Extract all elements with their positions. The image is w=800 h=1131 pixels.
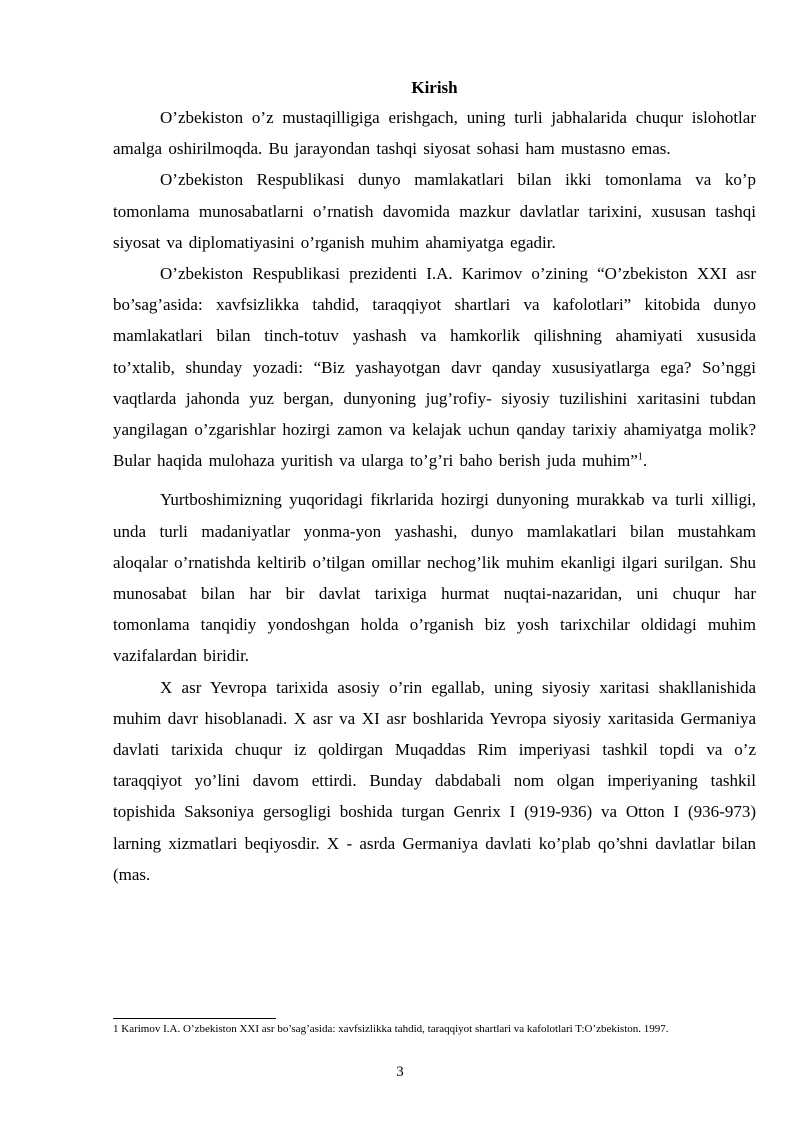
footnote-divider — [113, 1018, 276, 1019]
paragraph-5: X asr Yevropa tarixida asosiy o’rin egallab, uning siyosiy xaritasi shakllanishida muhim davr hisoblanadi. X asr va XI asr boshlarida Yevropa siyosiy xaritasida Germaniya davlati tarixida chuqur iz qoldirgan Muqaddas Rim imperiyasi tashkil topdi va o’z taraqqiyot yo’lini davom ettirdi. Bunday dabdabali nom olgan imperiyaning tashkil topishida Saksoniya gersogligi boshida turgan Genrix I (919-936) va Otton I (936-973) larning xizmatlari beqiyosdir. X - asrda Germaniya davlati ko’plab qo’shni davlatlar bilan (mas. — [113, 677, 756, 884]
footnote-reference: 1 — [637, 451, 643, 463]
page-number: 3 — [396, 1064, 404, 1080]
paragraph-3 — [113, 258, 756, 476]
page-title: Kirish — [411, 78, 458, 97]
paragraph-4: Yurtboshimizning yuqoridagi fikrlarida hozirgi dunyoning murakkab va turli xilligi, unda turli madaniyatlar yonma-yon yashashi, dunyo mamlakatlari bilan mustahkam aloqalar o’rnatishda keltirib o’tilgan omillar nechog’lik muhim ekanligi ilgari surilgan. Shu munosabat bilan har bir davlat tarixiga hurmat nuqtai-nazaridan, uni chuqur har tomonlama tanqidiy yondoshgan holda o’rganish biz yosh tarixchilar oldidagi muhim vazifalardan biridir. — [113, 490, 756, 666]
page-body — [113, 74, 756, 890]
paragraph-2: O’zbekiston Respublikasi dunyo mamlakatlari bilan ikki tomonlama va ko’p tomonlama munosabatlarni o’rnatish davomida mazkur davlatlar tarixini, xususan tashqi siyosat va diplomatiyasini o’rganish muhim ahamiyatga egadir. — [113, 170, 756, 252]
paragraph-3-end: . — [642, 451, 648, 471]
paragraph-1: O’zbekiston o’z mustaqilligiga erishgach, uning turli jabhalarida chuqur islohotlar amalga oshirilmoqda. Bu jarayondan tashqi siyosat sohasi ham mustasno emas. — [113, 108, 756, 159]
footnote: 1 Karimov I.A. O’zbekiston XXI asr bo’sag’asida: xavfsizlikka tahdid, taraqqiyot shartlari va kafolotlari T:O’zbekiston. 1997. — [113, 1023, 669, 1035]
paragraph-3-text: O’zbekiston Respublikasi prezidenti I.A. Karimov o’zining “O’zbekiston XXI asr bo’sag’asida: xavfsizlikka tahdid, taraqqiyot shartlari va kafolotlari” kitobida dunyo mamlakatlari bilan tinch-totuv yashash va hamkorlik qilishning ahamiyati xususida to’xtalib, shunday yozadi: “Biz yashayotgan davr qanday xususiyatlarga ega? So’nggi vaqtlarda jahonda yuz bergan, dunyoning jug’rofiy- siyosiy tuzilishini xaritasini tubdan yangilagan o’zgarishlar hozirgi zamon va kelajak uchun qanday tarixiy ahamiyatga molik? Bular haqida mulohaza yuritish va ularga to’g’ri baho berish juda muhim” — [113, 264, 756, 471]
